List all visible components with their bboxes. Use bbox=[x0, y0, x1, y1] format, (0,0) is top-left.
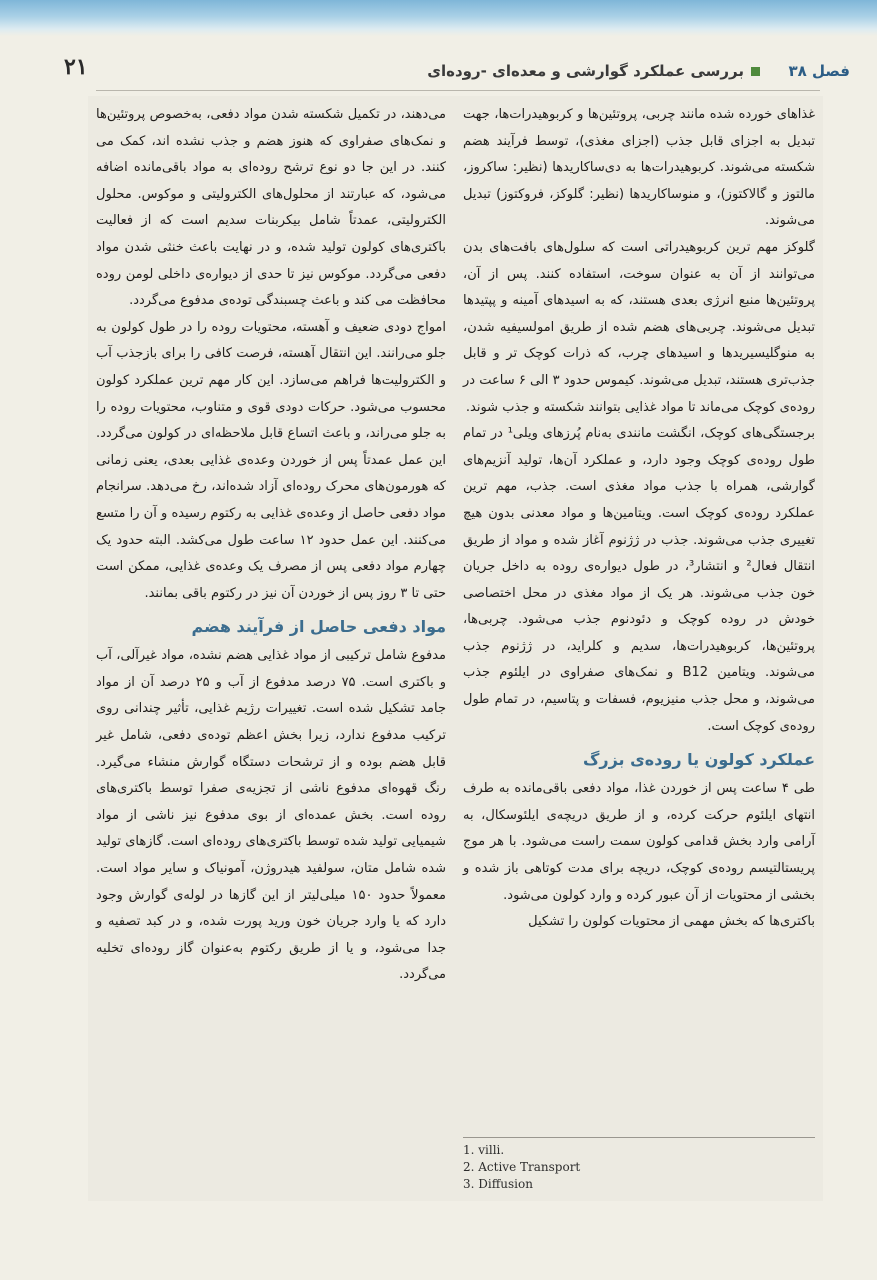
left-column bbox=[96, 102, 446, 989]
header-divider bbox=[96, 90, 820, 91]
right-column bbox=[463, 102, 815, 936]
paragraph: طی ۴ ساعت پس از خوردن غذا، مواد دفعی باقی‌مانده به طرف انتهای ایلئوم حرکت کرده، و از طریق دریچه‌ی ایلئوسکال، به آرامی وارد بخش قدامی کولون سمت راست می‌شود. با هر موج پریستالتیسم روده‌ی کوچک، دریچه برای مدت کوتاهی باز شده و بخشی از محتویات از آن عبور کرده و وارد کولون می‌شود. bbox=[463, 781, 815, 903]
chapter-title: بررسی عملکرد گوارشی و معده‌ای -روده‌ای bbox=[427, 62, 744, 80]
page-header bbox=[60, 52, 850, 92]
paragraph: امواج دودی ضعیف و آهسته، محتویات روده را در طول کولون به جلو می‌رانند. این انتقال آهسته، فرصت کافی را برای بازجذب آب و الکترولیت‌ها فراهم می‌سازد. این کار مهم ترین عملکرد کولون محسوب می‌شود. حرکات دودی قوی و متناوب، محتویات روده را به جلو می‌راند، و باعث اتساع قابل ملاحظه‌ای در کولون می‌گردد. این عمل عمدتاً پس از خوردن وعده‌ی غذایی بعدی، یعنی زمانی که هورمون‌های محرک روده‌ای آزاد شده‌اند، رخ می‌دهد. سرانجام مواد دفعی حاصل از وعده‌ی غذایی به رکتوم رسیده و آن را متسع می‌کنند. این عمل حدود ۱۲ ساعت طول می‌کشد. البته حدود یک چهارم مواد دفعی پس از مصرف یک وعده‌ی غذایی، ممکن است حتی تا ۳ روز پس از خوردن آن نیز در رکتوم باقی بمانند. bbox=[96, 319, 446, 601]
footnote-item: 3. Diffusion bbox=[463, 1177, 533, 1191]
chapter-square-icon bbox=[751, 67, 760, 76]
footnote-item: 1. villi. bbox=[463, 1143, 505, 1157]
paragraph: باکتری‌ها که بخش مهمی از محتویات کولون را تشکیل bbox=[528, 914, 815, 930]
paragraph: مدفوع شامل ترکیبی از مواد غذایی هضم نشده، مواد غیرآلی، آب و باکتری است. ۷۵ درصد مدفوع از آب و ۲۵ درصد آن از مواد جامد تشکیل شده است. تغییرات رژیم غذایی، تأثیر چندانی روی ترکیب مدفوع ندارد، زیرا بخش اعظم توده‌ی دفعی، شامل غیر قابل هضم بوده و از ترشحات دستگاه گوارش منشاء می‌گیرد. رنگ قهوه‌ای مدفوع ناشی از تجزیه‌ی صفرا توسط باکتری‌های روده است. بخش عمده‌ای از بوی مدفوع نیز ناشی از مواد شیمیایی تولید شده توسط باکتری‌های روده‌ای است. گازهای تولید شده شامل متان، سولفید هیدروژن، آمونیاک و سایر مواد است. معمولاً حدود ۱۵۰ میلی‌لیتر از این گازها در لوله‌ی گوارش وجود دارد که یا وارد جریان خون ورید پورت شده، و در کبد تصفیه و جدا می‌شود، و یا از طریق رکتوم به‌عنوان گاز روده‌ای تخلیه می‌گردد. bbox=[96, 648, 447, 983]
chapter-label: فصل ۳۸ bbox=[788, 62, 850, 80]
paragraph: گلوکز مهم ترین کربوهیدراتی است که سلول‌های بافت‌های بدن می‌توانند از آن به عنوان سوخت، استفاده کنند. پس از آن، پروتئین‌ها منبع انرژی بعدی هستند، که به اسیدهای آمینه و پپتیدها تبدیل می‌شوند. چربی‌های هضم شده از طریق امولسیفیه شدن، به منوگلیسیریدها و اسیدهای چرب، که ذرات کوچک تر و قابل جذب‌تری هستند، تبدیل می‌شوند. کیموس حدود ۳ الی ۶ ساعت در روده‌ی کوچک می‌ماند تا مواد غذایی بتوانند شکسته و جذب شوند. bbox=[463, 239, 815, 415]
top-color-band bbox=[0, 0, 877, 36]
footnotes bbox=[463, 1142, 815, 1193]
paragraph: برجستگی‌های کوچک، انگشت مانندی به‌نام پُرزهای ویلی¹ در تمام طول روده‌ی کوچک وجود دارد، و عملکرد آن‌ها، تولید آنزیم‌های گوارشی، همراه با جذب مواد مغذی است. جذب، مهم ترین عملکرد روده‌ی کوچک است. ویتامین‌ها و مواد معدنی بدون هیچ تغییری جذب می‌شوند. جذب در ژژنوم آغاز شده و مواد از طریق انتقال فعال² و انتشار³، در طول دیواره‌ی روده به داخل جریان خون جذب می‌شوند. هر یک از مواد مغذی در محل اختصاصی خودش در روده کوچک و دئودنوم جذب می‌شود. چربی‌ها، پروتئین‌ها، کربوهیدرات‌ها، سدیم و کلراید، در ژژنوم جذب می‌شوند. ویتامین B12 و نمک‌های صفراوی در ایلئوم جذب می‌شوند، و محل جذب منیزیوم، فسفات و پتاسیم، در تمام طول روده‌ی کوچک است. bbox=[463, 426, 815, 734]
page-number: ۲۱ bbox=[64, 54, 88, 80]
paragraph: می‌دهند، در تکمیل شکسته شدن مواد دفعی، به‌خصوص پروتئین‌ها و نمک‌های صفراوی که هنوز هضم و جذب نشده اند، کمک می کنند. در این جا دو نوع ترشح روده‌ای به مواد باقی‌مانده اضافه می‌شود، که عبارتند از محلول‌های الکترولیتی و موکوس. محلول الکترولیتی، عمدتاً شامل بیکربنات سدیم است که از فعالیت باکتری‌های کولون تولید شده، و در نهایت باعث خنثی شدن مواد دفعی می‌گردد. موکوس نیز تا حدی از دیواره‌ی داخلی لومن روده محافظت می کند و باعث چسبندگی توده‌ی مدفوع می‌گردد. bbox=[96, 107, 446, 309]
footnote-item: 2. Active Transport bbox=[463, 1160, 581, 1174]
footnote-divider bbox=[463, 1137, 815, 1138]
paragraph: غذاهای خورده شده مانند چربی، پروتئین‌ها و کربوهیدرات‌ها، جهت تبدیل به اجزای قابل جذب (اجزای مغذی)، توسط فرآیند هضم شکسته می‌شوند. کربوهیدرات‌ها به دی‌ساکاریدها (نظیر: ساکروز، مالتوز و گالاکتوز)، و منوساکاریدها (نظیر: گلوکز، فروکتوز) تبدیل می‌شوند. bbox=[463, 107, 815, 229]
section-heading: عملکرد کولون یا روده‌ی بزرگ bbox=[582, 750, 815, 770]
section-heading: مواد دفعی حاصل از فرآیند هضم bbox=[191, 617, 446, 637]
